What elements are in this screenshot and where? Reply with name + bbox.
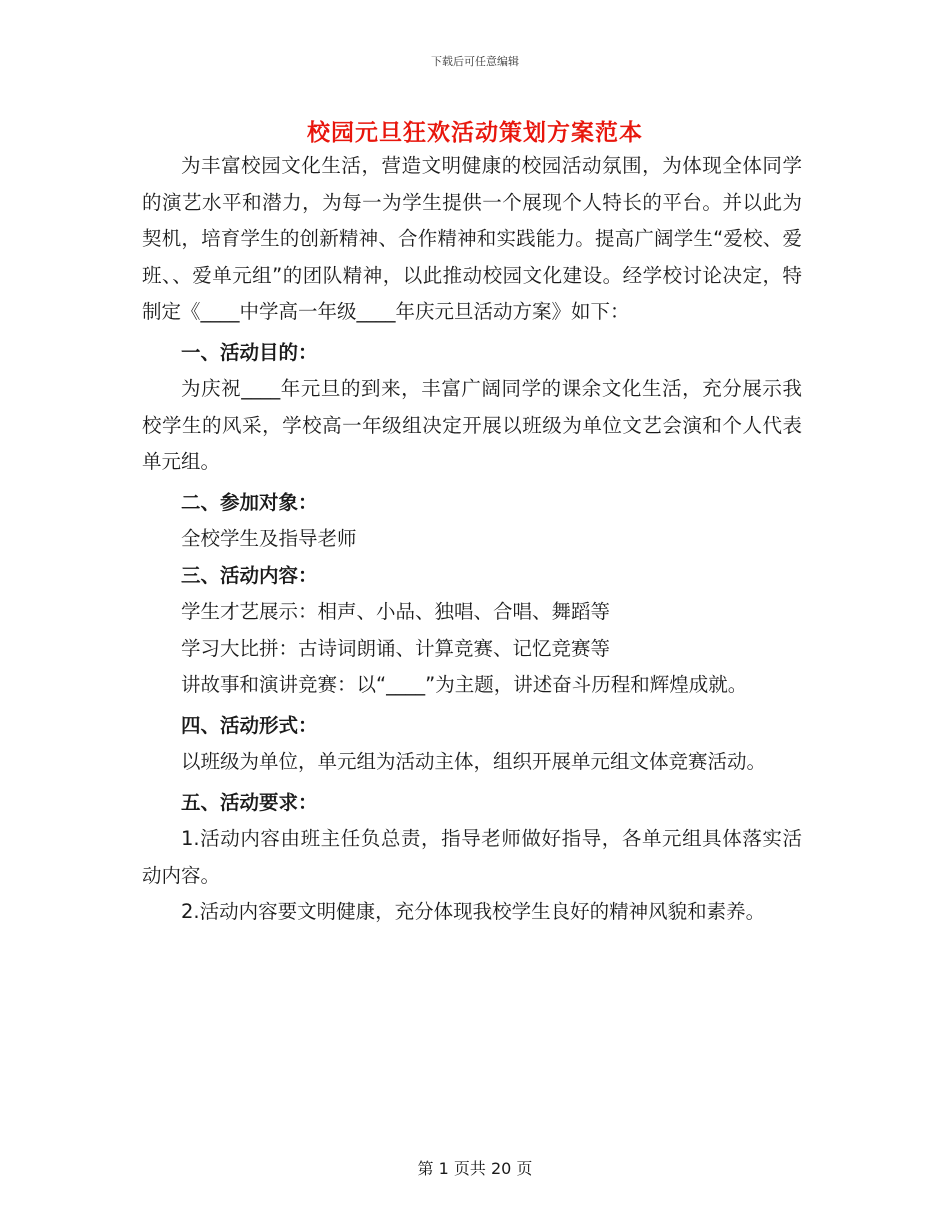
section-3-heading: 三、活动内容：	[181, 563, 318, 587]
section-4-text: 以班级为单位，单元组为活动主体，组织开展单元组文体竞赛活动。	[181, 750, 767, 773]
intro-paragraph: 为丰富校园文化生活，营造文明健康的校园活动氛围，为体现全体同学的演艺水平和潜力，为每一为学生提供一个展现个人特长的平台。并以此为契机，培育学生的创新精神、合作精神和实践能力。提高广阔学生“爱校、爱班、、爱单元组”的团队精神，以此推动校园文化建设。经学校讨论决定，特制定《____中学高一年级____年庆元旦活动方案》如下：	[142, 154, 802, 323]
section-2-heading: 二、参加对象：	[181, 490, 318, 514]
document-title: 校园元旦狂欢活动策划方案范本	[307, 120, 643, 146]
section-5-heading: 五、活动要求：	[181, 790, 318, 814]
page-number: 第 1 页共 20 页	[417, 1159, 533, 1178]
document-body	[142, 148, 802, 931]
section-1-text: 为庆祝____年元旦的到来，丰富广阔同学的课余文化生活，充分展示我校学生的风采，学校高一年级组决定开展以班级为单位文艺会演和个人代表单元组。	[142, 377, 802, 473]
section-2-text: 全校学生及指导老师	[181, 527, 357, 550]
page-header-note: 下载后可任意编辑	[431, 55, 519, 68]
section-5-requirement-1: 1.活动内容由班主任负总责，指导老师做好指导，各单元组具体落实活动内容。	[142, 827, 802, 887]
section-3-line-3: 讲故事和演讲竞赛：以“____”为主题，讲述奋斗历程和辉煌成就。	[181, 673, 748, 696]
section-3-line-2: 学习大比拼：古诗词朗诵、计算竞赛、记忆竞赛等	[181, 636, 611, 660]
section-4-heading: 四、活动形式：	[181, 713, 318, 737]
section-1-heading: 一、活动目的：	[181, 340, 318, 364]
section-3-line-1: 学生才艺展示：相声、小品、独唱、合唱、舞蹈等	[181, 600, 611, 623]
section-5-requirement-2: 2.活动内容要文明健康，充分体现我校学生良好的精神风貌和素养。	[181, 900, 766, 923]
